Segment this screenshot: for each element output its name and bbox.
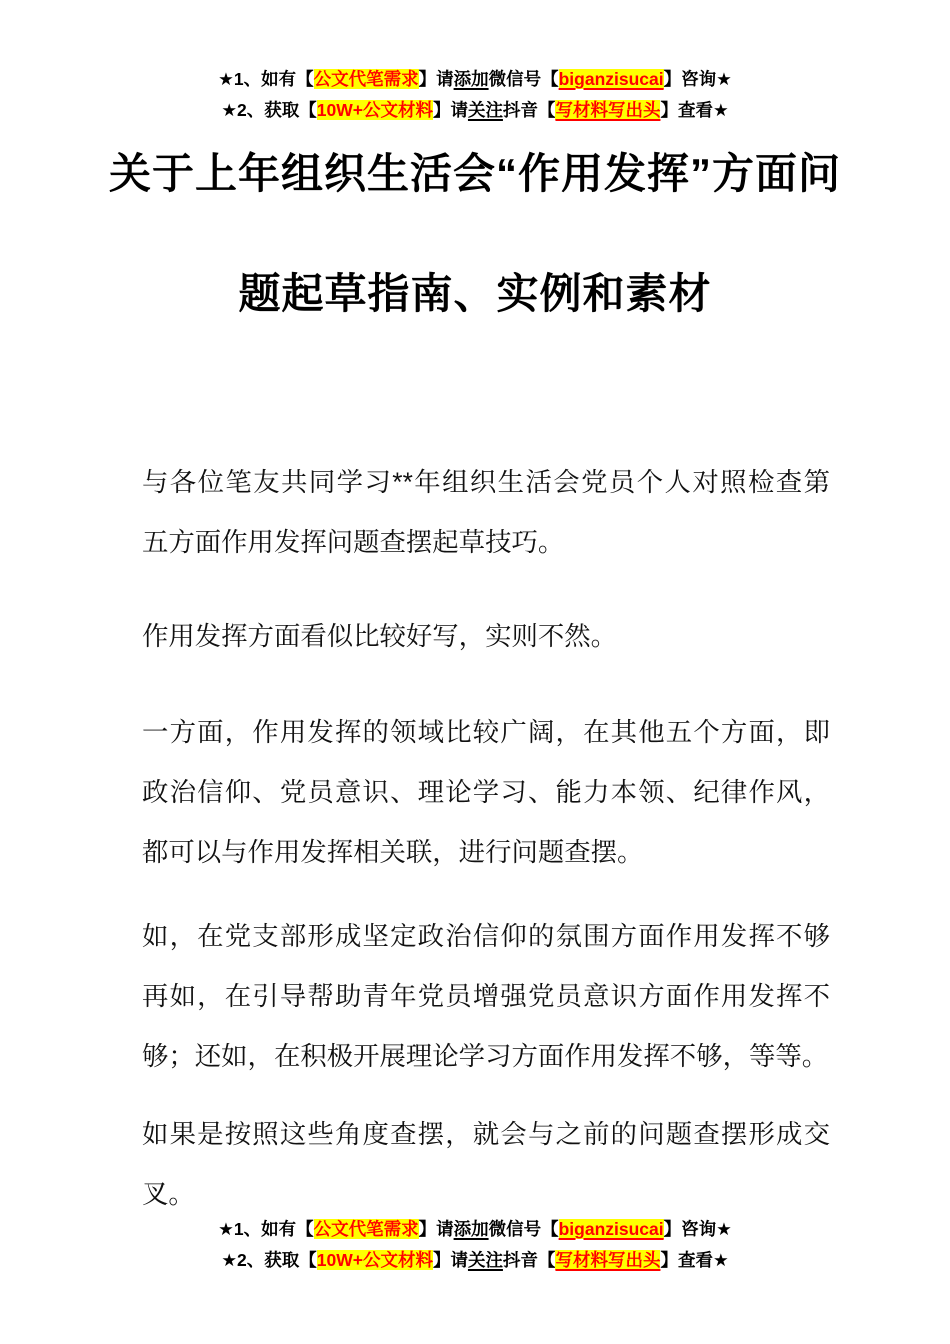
promo-text: ★1、如有【: [218, 1219, 314, 1239]
promo-text: ★2、获取【: [221, 1250, 317, 1270]
paragraph-line: 如，在党支部形成坚定政治信仰的氛围方面作用发挥不够: [142, 921, 830, 951]
promo-text: 】请: [418, 1219, 454, 1239]
highlighted-keyword: 公文代笔需求: [313, 69, 419, 89]
promo-text: 】咨询★: [663, 1219, 732, 1239]
paragraph: [142, 452, 830, 572]
paragraph-line: 叉。: [142, 1179, 195, 1209]
paragraph-line: 都可以与作用发挥相关联，进行问题查摆。: [142, 837, 644, 867]
promo-text: 】请: [432, 1250, 468, 1270]
highlighted-keyword: 10W+公文材料: [316, 1250, 433, 1270]
promo-text: 微信号【: [488, 1219, 559, 1239]
paragraph: [142, 702, 830, 882]
footer-promo-banner: [0, 1214, 950, 1276]
highlighted-keyword: 写材料写出头: [555, 1250, 661, 1270]
promo-text: 】请: [418, 69, 454, 89]
underlined-keyword: 添加: [453, 69, 489, 89]
promo-line: [0, 1214, 950, 1245]
underlined-keyword: 关注: [467, 100, 503, 120]
promo-text: ★1、如有【: [218, 69, 314, 89]
title-line-1: 关于上年组织生活会“作用发挥”方面问: [108, 150, 841, 197]
title-line-2: 题起草指南、实例和素材: [238, 270, 712, 317]
highlighted-keyword: 写材料写出头: [555, 100, 661, 120]
promo-text: 】请: [432, 100, 468, 120]
paragraph: [142, 906, 830, 1086]
paragraph: [142, 1104, 830, 1224]
promo-text: 】查看★: [660, 1250, 729, 1270]
promo-text: ★2、获取【: [221, 100, 317, 120]
underlined-keyword: 关注: [467, 1250, 503, 1270]
highlighted-keyword: 10W+公文材料: [316, 100, 433, 120]
paragraph-line: 够；还如，在积极开展理论学习方面作用发挥不够，等等。: [142, 1041, 829, 1071]
promo-line: [0, 1245, 950, 1276]
paragraph-line: 作用发挥方面看似比较好写，实则不然。: [142, 621, 618, 651]
paragraph: [142, 606, 830, 666]
highlighted-keyword: 公文代笔需求: [313, 1219, 419, 1239]
document-title: [0, 114, 950, 354]
promo-text: 微信号【: [488, 69, 559, 89]
paragraph-line: 与各位笔友共同学习**年组织生活会党员个人对照检查第: [142, 467, 830, 497]
paragraph-line: 再如，在引导帮助青年党员增强党员意识方面作用发挥不: [142, 981, 830, 1011]
paragraph-line: 一方面，作用发挥的领域比较广阔，在其他五个方面，即: [142, 717, 830, 747]
highlighted-keyword: biganzisucai: [558, 69, 664, 89]
promo-text: 抖音【: [502, 100, 556, 120]
paragraph-line: 如果是按照这些角度查摆，就会与之前的问题查摆形成交: [142, 1119, 830, 1149]
promo-text: 】查看★: [660, 100, 729, 120]
promo-line: [0, 64, 950, 95]
underlined-keyword: 添加: [453, 1219, 489, 1239]
highlighted-keyword: biganzisucai: [558, 1219, 664, 1239]
document-body: [142, 452, 830, 1224]
paragraph-line: 政治信仰、党员意识、理论学习、能力本领、纪律作风，: [142, 777, 830, 807]
promo-text: 抖音【: [502, 1250, 556, 1270]
promo-text: 】咨询★: [663, 69, 732, 89]
paragraph-line: 五方面作用发挥问题查摆起草技巧。: [142, 527, 565, 557]
